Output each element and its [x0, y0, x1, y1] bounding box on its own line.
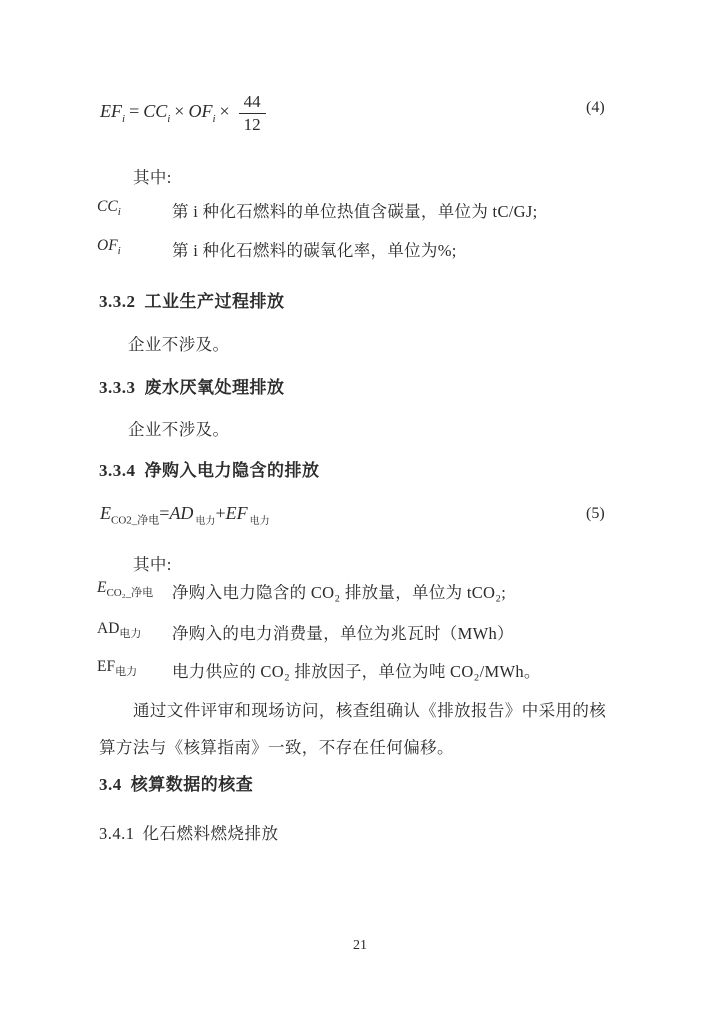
variable-symbol — [97, 620, 142, 641]
equals-sign: = — [159, 503, 170, 523]
variable-row-ef — [0, 658, 720, 684]
equation-number-4: (4) — [586, 99, 605, 116]
section-title: 净购入电力隐含的排放 — [144, 461, 320, 480]
var-symbol-text: EF — [97, 658, 116, 675]
formula4-of: OF — [188, 101, 213, 122]
plus-sign: + — [215, 503, 226, 523]
var-symbol-subscript: CO₂_净电 — [106, 587, 154, 600]
formula4-cc-subscript: i — [167, 112, 171, 125]
section-heading-3-4-1 — [99, 820, 279, 844]
var-symbol-subscript: 电力 — [115, 666, 138, 679]
fraction-denominator: 12 — [243, 114, 261, 134]
variable-row-ad — [0, 620, 720, 646]
formula5-ef-subscript: 电力 — [249, 515, 270, 527]
var-symbol-subscript: i — [117, 206, 121, 219]
section-heading-3-3-4 — [99, 456, 320, 481]
section-heading-3-3-3 — [99, 373, 285, 398]
section-title: 废水厌氧处理排放 — [144, 378, 285, 397]
variable-symbol — [97, 198, 121, 219]
paragraph-line-1: 通过文件评审和现场访问，核查组确认《排放报告》中采用的核 — [133, 701, 607, 720]
section-heading-3-3-2 — [99, 287, 285, 312]
formula4-of-subscript: i — [212, 112, 216, 125]
variable-definition: 净购入电力隐含的 CO₂ 排放量，单位为 tCO₂; — [172, 583, 507, 602]
equation-number-5: (5) — [586, 505, 605, 522]
var-symbol-text: CC — [97, 198, 118, 215]
where-label-1: 其中: — [133, 168, 172, 187]
variable-row-cc — [0, 198, 720, 224]
var-symbol-text: E — [97, 579, 107, 596]
multiply-sign: × — [174, 101, 185, 122]
fraction-numerator: 44 — [239, 92, 266, 114]
variable-symbol — [97, 237, 121, 258]
body-text-not-involved-1: 企业不涉及。 — [128, 335, 230, 354]
fraction-44-12 — [239, 92, 266, 134]
var-symbol-text: AD — [97, 620, 120, 637]
section-title: 化石燃料燃烧排放 — [142, 824, 279, 843]
formula5-ad-subscript: 电力 — [195, 515, 216, 527]
formula-5 — [100, 503, 270, 527]
page-number: 21 — [353, 938, 367, 953]
var-symbol-text: OF — [97, 237, 118, 254]
variable-definition: 电力供应的 CO₂ 排放因子，单位为吨 CO₂/MWh。 — [172, 662, 541, 681]
formula4-cc: CC — [143, 101, 168, 122]
variable-symbol — [97, 658, 138, 679]
formula5-e: E — [100, 503, 111, 523]
section-title: 核算数据的核查 — [130, 775, 254, 794]
where-label-2: 其中: — [133, 555, 172, 574]
equals-sign: = — [129, 101, 140, 122]
variable-definition: 第 i 种化石燃料的单位热值含碳量，单位为 tC/GJ; — [172, 202, 538, 221]
formula5-ef: EF — [225, 503, 248, 523]
variable-row-of — [0, 237, 720, 263]
section-number: 3.3.4 — [99, 461, 136, 480]
variable-definition: 净购入的电力消费量，单位为兆瓦时（MWh） — [172, 624, 514, 643]
variable-definition: 第 i 种化石燃料的碳氧化率，单位为%; — [172, 241, 457, 260]
var-symbol-subscript: 电力 — [119, 628, 142, 641]
paragraph-line-2: 算方法与《核算指南》一致，不存在任何偏移。 — [99, 738, 454, 757]
formula5-e-subscript: CO2_净电 — [111, 514, 160, 527]
section-number: 3.3.2 — [99, 292, 136, 311]
section-title: 工业生产过程排放 — [144, 292, 285, 311]
variable-row-e — [0, 579, 720, 605]
multiply-sign: × — [219, 101, 230, 122]
section-number: 3.3.3 — [99, 378, 136, 397]
section-number: 3.4 — [99, 775, 122, 794]
section-heading-3-4 — [99, 770, 253, 795]
section-number: 3.4.1 — [99, 824, 135, 843]
var-symbol-subscript: i — [117, 245, 121, 258]
formula4-lhs: EF — [100, 101, 122, 122]
variable-symbol — [97, 579, 154, 600]
formula-4 — [100, 92, 266, 134]
body-text-not-involved-2: 企业不涉及。 — [128, 420, 230, 439]
formula4-lhs-subscript: i — [122, 112, 126, 125]
formula5-ad: AD — [169, 503, 194, 523]
